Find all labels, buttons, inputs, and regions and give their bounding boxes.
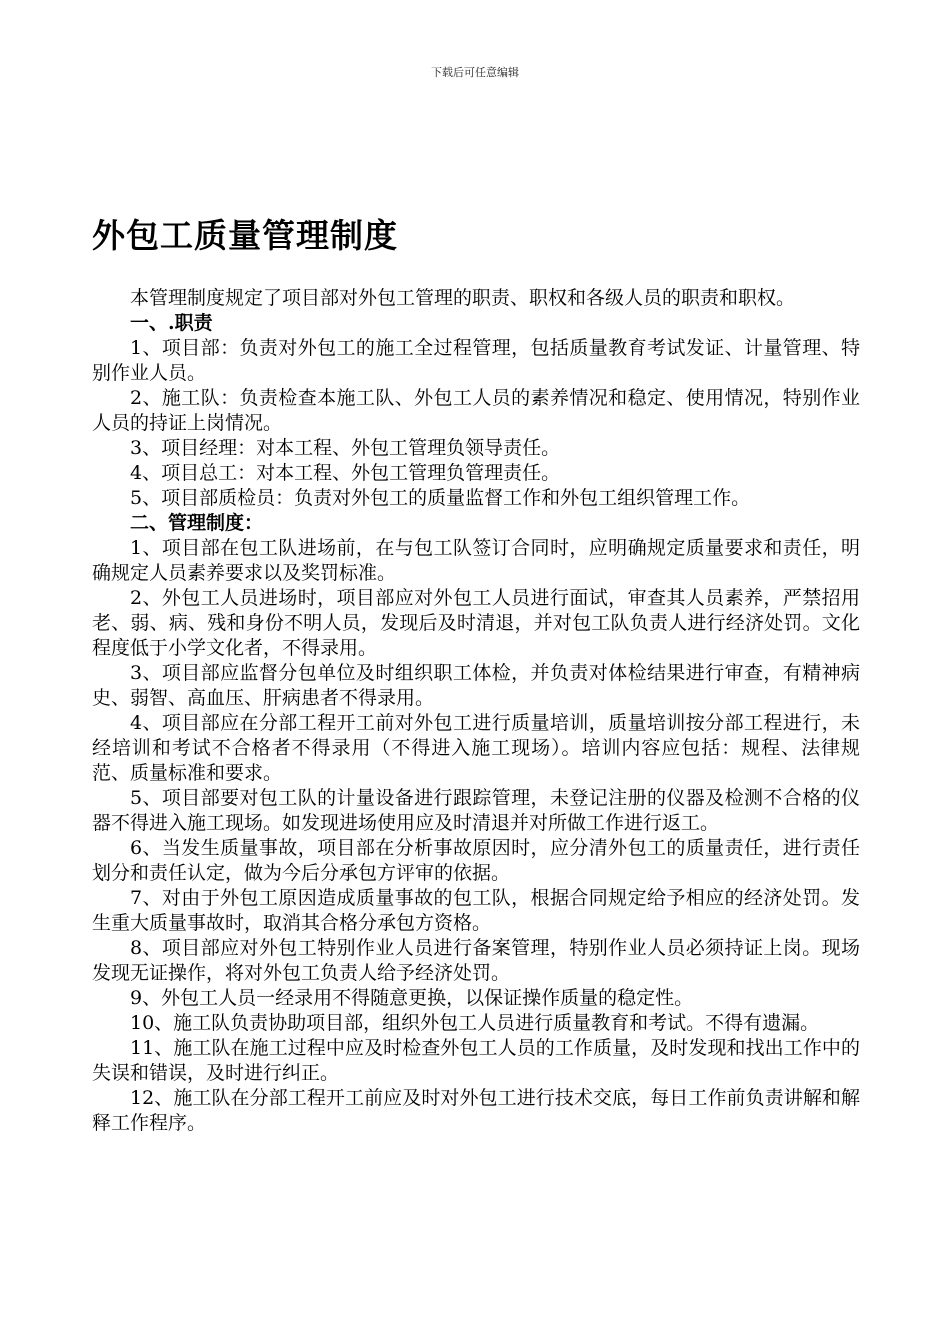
document-title: 外包工质量管理制度 xyxy=(92,216,398,255)
body-paragraph: 2、外包工人员进场时，项目部应对外包工人员进行面试，审查其人员素养，严禁招用老、弱、病、残和身份不明人员，发现后及时清退，并对包工队负责人进行经济处罚。文化程度低于小学文化者，不得录用。 xyxy=(92,587,860,659)
body-paragraph: 本管理制度规定了项目部对外包工管理的职责、职权和各级人员的职责和职权。 xyxy=(130,287,796,309)
body-paragraph: 1、项目部：负责对外包工的施工全过程管理，包括质量教育考试发证、计量管理、特别作业人员。 xyxy=(92,337,860,384)
body-paragraph: 3、项目经理：对本工程、外包工管理负领导责任。 xyxy=(130,437,561,459)
body-paragraph: 11、施工队在施工过程中应及时检查外包工人员的工作质量，及时发现和找出工作中的失误和错误，及时进行纠正。 xyxy=(92,1037,860,1084)
document-body xyxy=(92,286,860,1136)
body-paragraph: 2、施工队：负责检查本施工队、外包工人员的素养情况和稳定、使用情况，特别作业人员的持证上岗情况。 xyxy=(92,387,860,434)
page-header-note: 下载后可任意编辑 xyxy=(431,66,519,79)
body-paragraph: 7、对由于外包工原因造成质量事故的包工队，根据合同规定给予相应的经济处罚。发生重大质量事故时，取消其合格分承包方资格。 xyxy=(92,887,860,934)
body-paragraph: 4、项目总工：对本工程、外包工管理负管理责任。 xyxy=(130,462,561,484)
body-paragraph: 12、施工队在分部工程开工前应及时对外包工进行技术交底，每日工作前负责讲解和解释工作程序。 xyxy=(92,1087,860,1134)
body-paragraph: 5、项目部要对包工队的计量设备进行跟踪管理，未登记注册的仪器及检测不合格的仪器不得进入施工现场。如发现进场使用应及时清退并对所做工作进行返工。 xyxy=(92,787,860,834)
body-paragraph: 4、项目部应在分部工程开工前对外包工进行质量培训，质量培训按分部工程进行，未经培训和考试不合格者不得录用（不得进入施工现场）。培训内容应包括：规程、法律规范、质量标准和要求。 xyxy=(92,712,860,784)
body-paragraph: 5、项目部质检员：负责对外包工的质量监督工作和外包工组织管理工作。 xyxy=(130,487,751,509)
body-paragraph: 10、施工队负责协助项目部，组织外包工人员进行质量教育和考试。不得有遗漏。 xyxy=(130,1012,820,1034)
section-heading: 二、管理制度： xyxy=(130,512,264,534)
body-paragraph: 1、项目部在包工队进场前，在与包工队签订合同时，应明确规定质量要求和责任，明确规定人员素养要求以及奖罚标准。 xyxy=(92,537,860,584)
section-heading: 一、.职责 xyxy=(130,312,213,334)
body-paragraph: 3、项目部应监督分包单位及时组织职工体检，并负责对体检结果进行审查，有精神病史、弱智、高血压、肝病患者不得录用。 xyxy=(92,662,860,709)
body-paragraph: 6、当发生质量事故，项目部在分析事故原因时，应分清外包工的质量责任，进行责任划分和责任认定，做为今后分承包方评审的依据。 xyxy=(92,837,860,884)
body-paragraph: 8、项目部应对外包工特别作业人员进行备案管理，特别作业人员必须持证上岗。现场发现无证操作，将对外包工负责人给予经济处罚。 xyxy=(92,937,860,984)
body-paragraph: 9、外包工人员一经录用不得随意更换，以保证操作质量的稳定性。 xyxy=(130,987,694,1009)
